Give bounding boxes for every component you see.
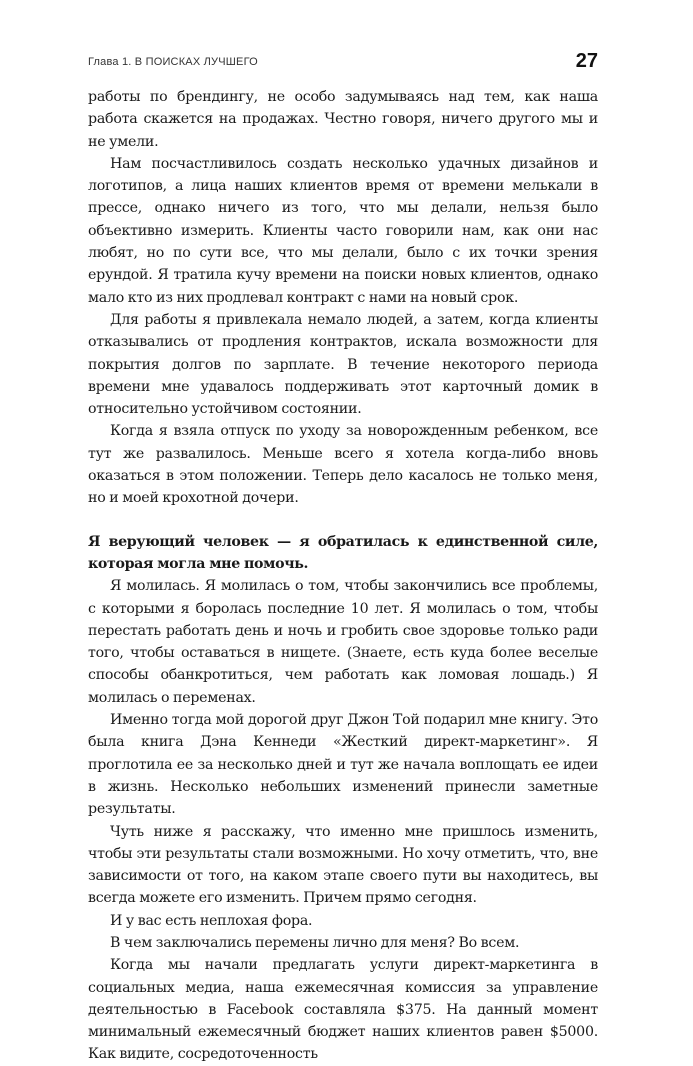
paragraph: работы по брендингу, не особо задумываясь над тем, как наша работа скажется на продажах. Честно говоря, ничего другого мы и не умели.	[88, 89, 598, 150]
paragraph: Для работы я привлекала немало людей, а затем, когда клиенты отказывались от продления контрактов, искала возможности для покрытия долгов по зарплате. В течение некоторого периода времени мне удавалось поддерживать этот карточный домик в относительно устойчивом состоянии.	[88, 311, 598, 418]
running-header	[88, 50, 598, 74]
chapter-title: Глава 1. В ПОИСКАХ ЛУЧШЕГО	[88, 56, 258, 68]
body-text	[88, 86, 598, 1066]
paragraph: И у вас есть неплохая фора.	[110, 912, 313, 929]
paragraph: Нам посчастливилось создать несколько удачных дизайнов и логотипов, а лица наших клиентов время от времени мелькали в прессе, однако ничего из того, что мы делали, нельзя было объективно измерить. Клиенты часто говорили нам, как они нас любят, но по сути все, что мы делали, было с их точки зрения ерундой. Я тратила кучу времени на поиски новых клиентов, однако мало кто из них продлевал контракт с нами на новый срок.	[88, 155, 598, 306]
paragraph: Я молилась. Я молилась о том, чтобы закончились все проблемы, с которыми я боролась последние 10 лет. Я молилась о том, чтобы перестать работать день и ночь и гробить свое здоровье только ради того, чтобы оставаться в нищете. (Знаете, есть куда более веселые способы обанкротиться, чем работать как ломовая лошадь.) Я молилась о переменах.	[88, 578, 598, 706]
paragraph: Чуть ниже я расскажу, что именно мне пришлось изменить, чтобы эти результаты стали возможными. Но хочу отметить, что, вне зависимости от того, на каком этапе своего пути вы находитесь, вы всегда можете его изменить. Причем прямо сегодня.	[88, 823, 598, 907]
paragraph: Когда я взяла отпуск по уходу за новорожденным ребенком, все тут же развалилось. Меньше всего я хотела когда-либо вновь оказаться в этом положении. Теперь дело касалось не только меня, но и моей крохотной дочери.	[88, 423, 598, 507]
bold-lead-paragraph: Я верующий человек — я обратилась к единственной силе, которая могла мне помочь.	[88, 533, 598, 572]
paragraph: Именно тогда мой дорогой друг Джон Той подарил мне книгу. Это была книга Дэна Кеннеди «Жесткий директ-маркетинг». Я проглотила ее за несколько дней и тут же начала воплощать ее идеи в жизнь. Несколько небольших изменений принесли заметные результаты.	[88, 712, 598, 818]
paragraph: В чем заключались перемены лично для меня? Во всем.	[110, 934, 520, 951]
page-number: 27	[575, 50, 598, 72]
paragraph: Когда мы начали предлагать услуги директ-маркетинга в социальных медиа, наша ежемесячная комиссия за управление деятельностью в Facebook составляла $375. На данный момент минимальный ежемесячный бюджет наших клиентов равен $5000. Как видите, сосредоточенность	[88, 957, 598, 1063]
